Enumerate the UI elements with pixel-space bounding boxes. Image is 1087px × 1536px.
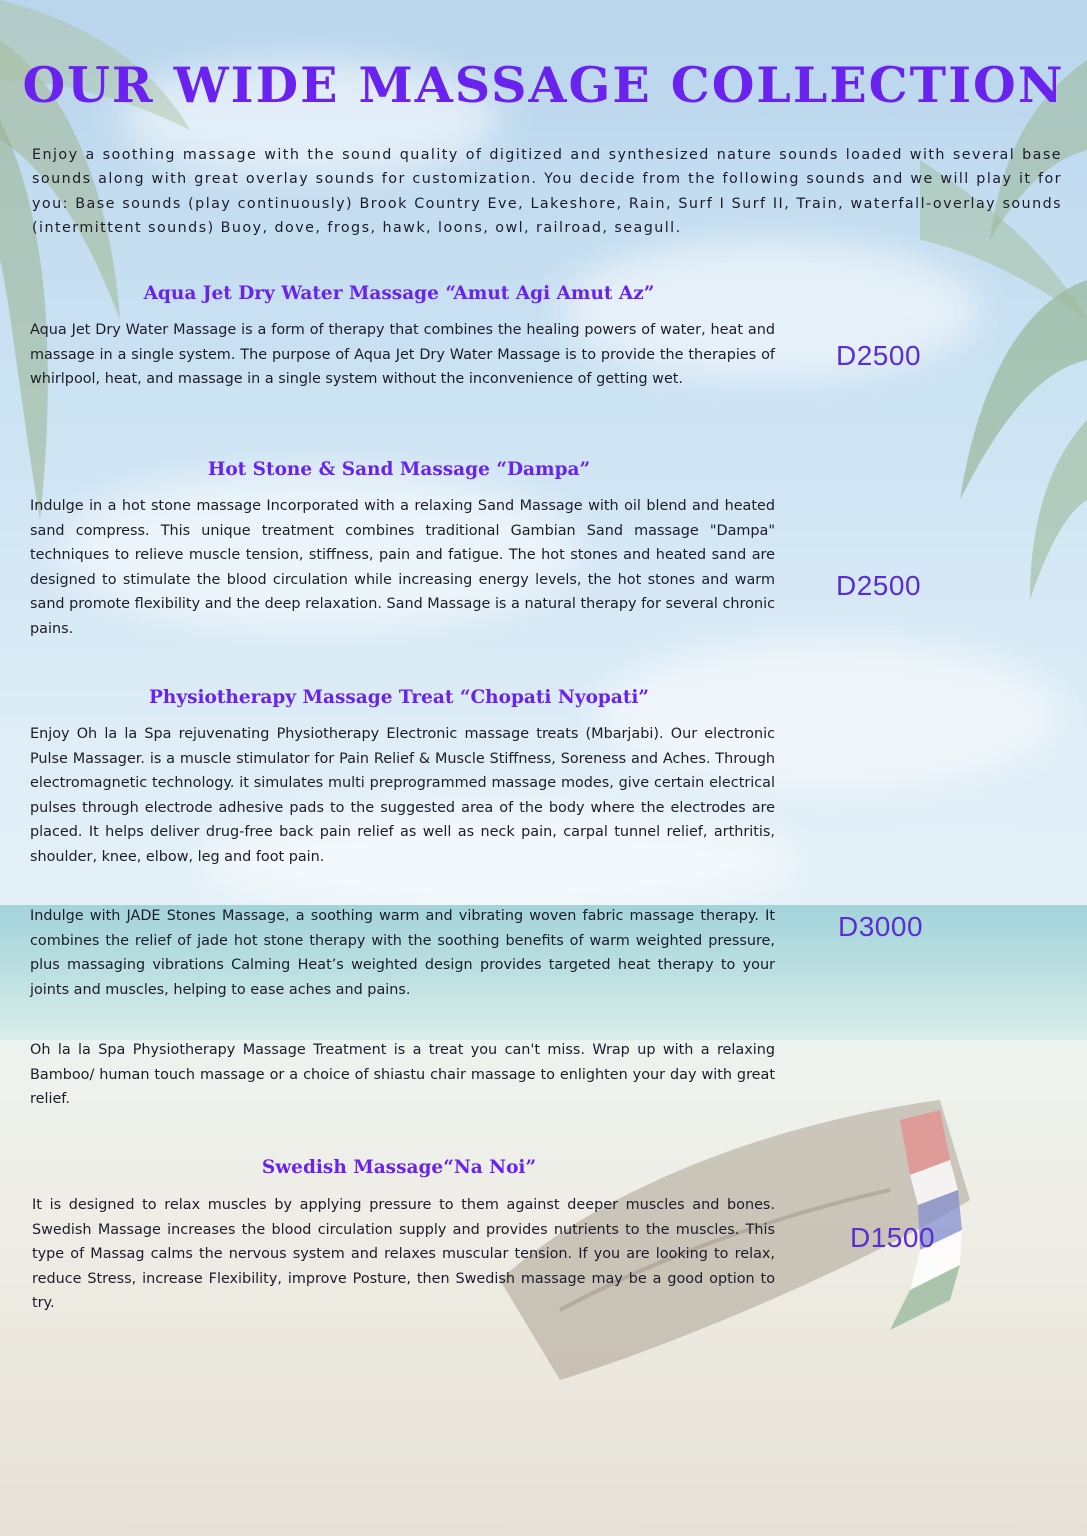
- price-aqua-jet: D2500: [836, 340, 922, 371]
- price-swedish: D1500: [850, 1222, 936, 1253]
- section-description: It is designed to relax muscles by applying pressure to them against deeper muscles and bones. Swedish Massage increases the blood circulation supply and provides nutrients to the muscles. This type of Massag calms the nervous system and relaxes muscular tension. If you are looking to relax, reduce Stress, increase Flexibility, improve Posture, then Swedish massage may be a good option to try.: [32, 1197, 775, 1311]
- intro-paragraph: Enjoy a soothing massage with the sound quality of digitized and synthesized nature sounds loaded with several base sounds along with great overlay sounds for customization. You decide from the following sounds and we will play it for you: Base sounds (play continuously) Brook Country Eve, Lakeshore, Rain, Surf I Surf II, Train, waterfall-overlay sounds (intermittent sounds) Buoy, dove, frogs, hawk, loons, owl, railroad, seagull.: [32, 147, 1062, 237]
- section-title-swedish: Swedish Massage“Na Noi”: [261, 1157, 537, 1178]
- section-title-aqua-jet: Aqua Jet Dry Water Massage “Amut Agi Amut Az”: [143, 283, 655, 304]
- section-description: Enjoy Oh la la Spa rejuvenating Physiotherapy Electronic massage treats (Mbarjabi). Our electronic Pulse Massager. is a muscle stimulator for Pain Relief & Muscle Stiffness, Soreness and Aches. Through electromagnetic technology. it simulates multi preprogrammed massage modes, give certain electrical pulses through electrode adhesive pads to the suggested area of the body where the electrodes are placed. It helps deliver drug-free back pain relief as well as neck pain, carpal tunnel relief, arthritis, shoulder, knee, elbow, leg and foot pain.: [30, 726, 775, 865]
- section-description: Aqua Jet Dry Water Massage is a form of therapy that combines the healing powers of water, heat and massage in a single system. The purpose of Aqua Jet Dry Water Massage is to provide the therapies of whirlpool, heat, and massage in a single system without the inconvenience of getting wet.: [30, 322, 775, 387]
- page-title: OUR WIDE MASSAGE COLLECTION: [22, 56, 1065, 114]
- section-title-physiotherapy: Physiotherapy Massage Treat “Chopati Nyopati”: [148, 687, 650, 708]
- section-description: Oh la la Spa Physiotherapy Massage Treatment is a treat you can't miss. Wrap up with a relaxing Bamboo/ human touch massage or a choice of shiastu chair massage to enlighten your day with great relief.: [30, 1042, 775, 1107]
- section-description: Indulge with JADE Stones Massage, a soothing warm and vibrating woven fabric massage therapy. It combines the relief of jade hot stone therapy with the soothing benefits of warm weighted pressure, plus massaging vibrations Calming Heat’s weighted design provides targeted heat therapy to your joints and muscles, helping to ease aches and pains.: [30, 908, 775, 998]
- price-physiotherapy: D3000: [838, 911, 924, 942]
- price-hot-stone: D2500: [836, 570, 922, 601]
- section-description: Indulge in a hot stone massage Incorporated with a relaxing Sand Massage with oil blend and heated sand compress. This unique treatment combines traditional Gambian Sand massage "Dampa" techniques to relieve muscle tension, stiffness, pain and fatigue. The hot stones and heated sand are designed to stimulate the blood circulation while increasing energy levels, the hot stones and warm sand promote flexibility and the deep relaxation. Sand Massage is a natural therapy for several chronic pains.: [30, 498, 775, 637]
- section-title-hot-stone: Hot Stone & Sand Massage “Dampa”: [207, 459, 591, 480]
